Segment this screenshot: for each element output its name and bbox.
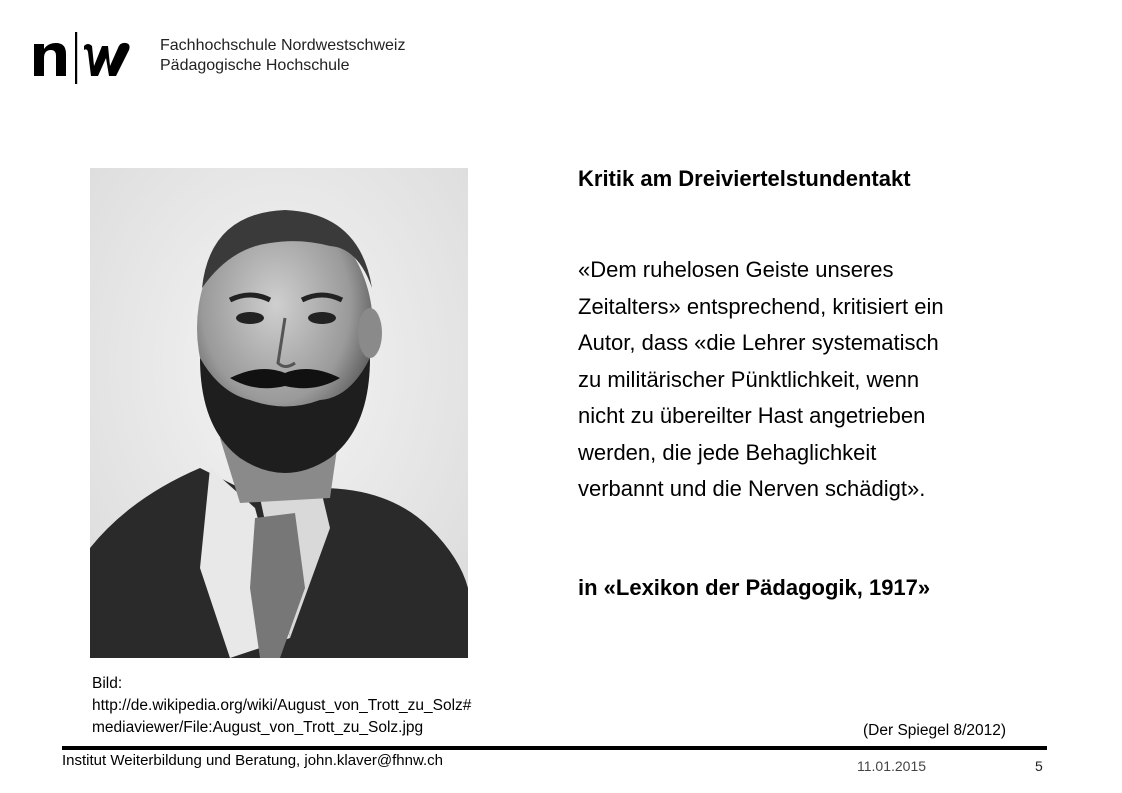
credit-label: Bild: bbox=[92, 675, 123, 692]
slide-heading: Kritik am Dreiviertelstundentakt bbox=[578, 166, 911, 191]
nw-logo-mark bbox=[32, 28, 137, 86]
quote-source: in «Lexikon der Pädagogik, 1917» bbox=[578, 575, 931, 600]
quote-line: «Dem ruhelosen Geiste unseres bbox=[578, 257, 894, 282]
footer-date: 11.01.2015 bbox=[857, 758, 927, 774]
portrait-image bbox=[90, 168, 468, 658]
citation: (Der Spiegel 8/2012) bbox=[863, 722, 1007, 739]
image-credit bbox=[92, 673, 471, 739]
footer-institute: Institut Weiterbildung und Beratung, john.klaver@fhnw.ch bbox=[62, 752, 444, 769]
quote-line: werden, die jede Behaglichkeit bbox=[578, 439, 877, 465]
credit-url-line-1: http://de.wikipedia.org/wiki/August_von_Trott_zu_Solz# bbox=[92, 697, 472, 714]
footer-divider bbox=[62, 746, 1047, 750]
institution-line-2: Pädagogische Hochschule bbox=[160, 57, 350, 74]
quote-line: nicht zu übereilter Hast angetrieben bbox=[578, 403, 926, 428]
fhnw-logo bbox=[32, 28, 412, 88]
quote-line: verbannt und die Nerven schädigt». bbox=[578, 476, 926, 501]
credit-url-line-2: mediaviewer/File:August_von_Trott_zu_Solz.jpg bbox=[92, 719, 424, 736]
portrait-photo bbox=[90, 168, 468, 658]
institution-line-1: Fachhochschule Nordwestschweiz bbox=[160, 37, 406, 54]
quote-line: Zeitalters» entsprechend, kritisiert ein bbox=[578, 293, 944, 319]
institution-name bbox=[160, 36, 405, 76]
page-number: 5 bbox=[1035, 758, 1043, 774]
quote-text bbox=[578, 252, 1048, 508]
quote-line: Autor, dass «die Lehrer systematisch bbox=[578, 330, 939, 355]
quote-line: zu militärischer Pünktlichkeit, wenn bbox=[578, 366, 920, 392]
